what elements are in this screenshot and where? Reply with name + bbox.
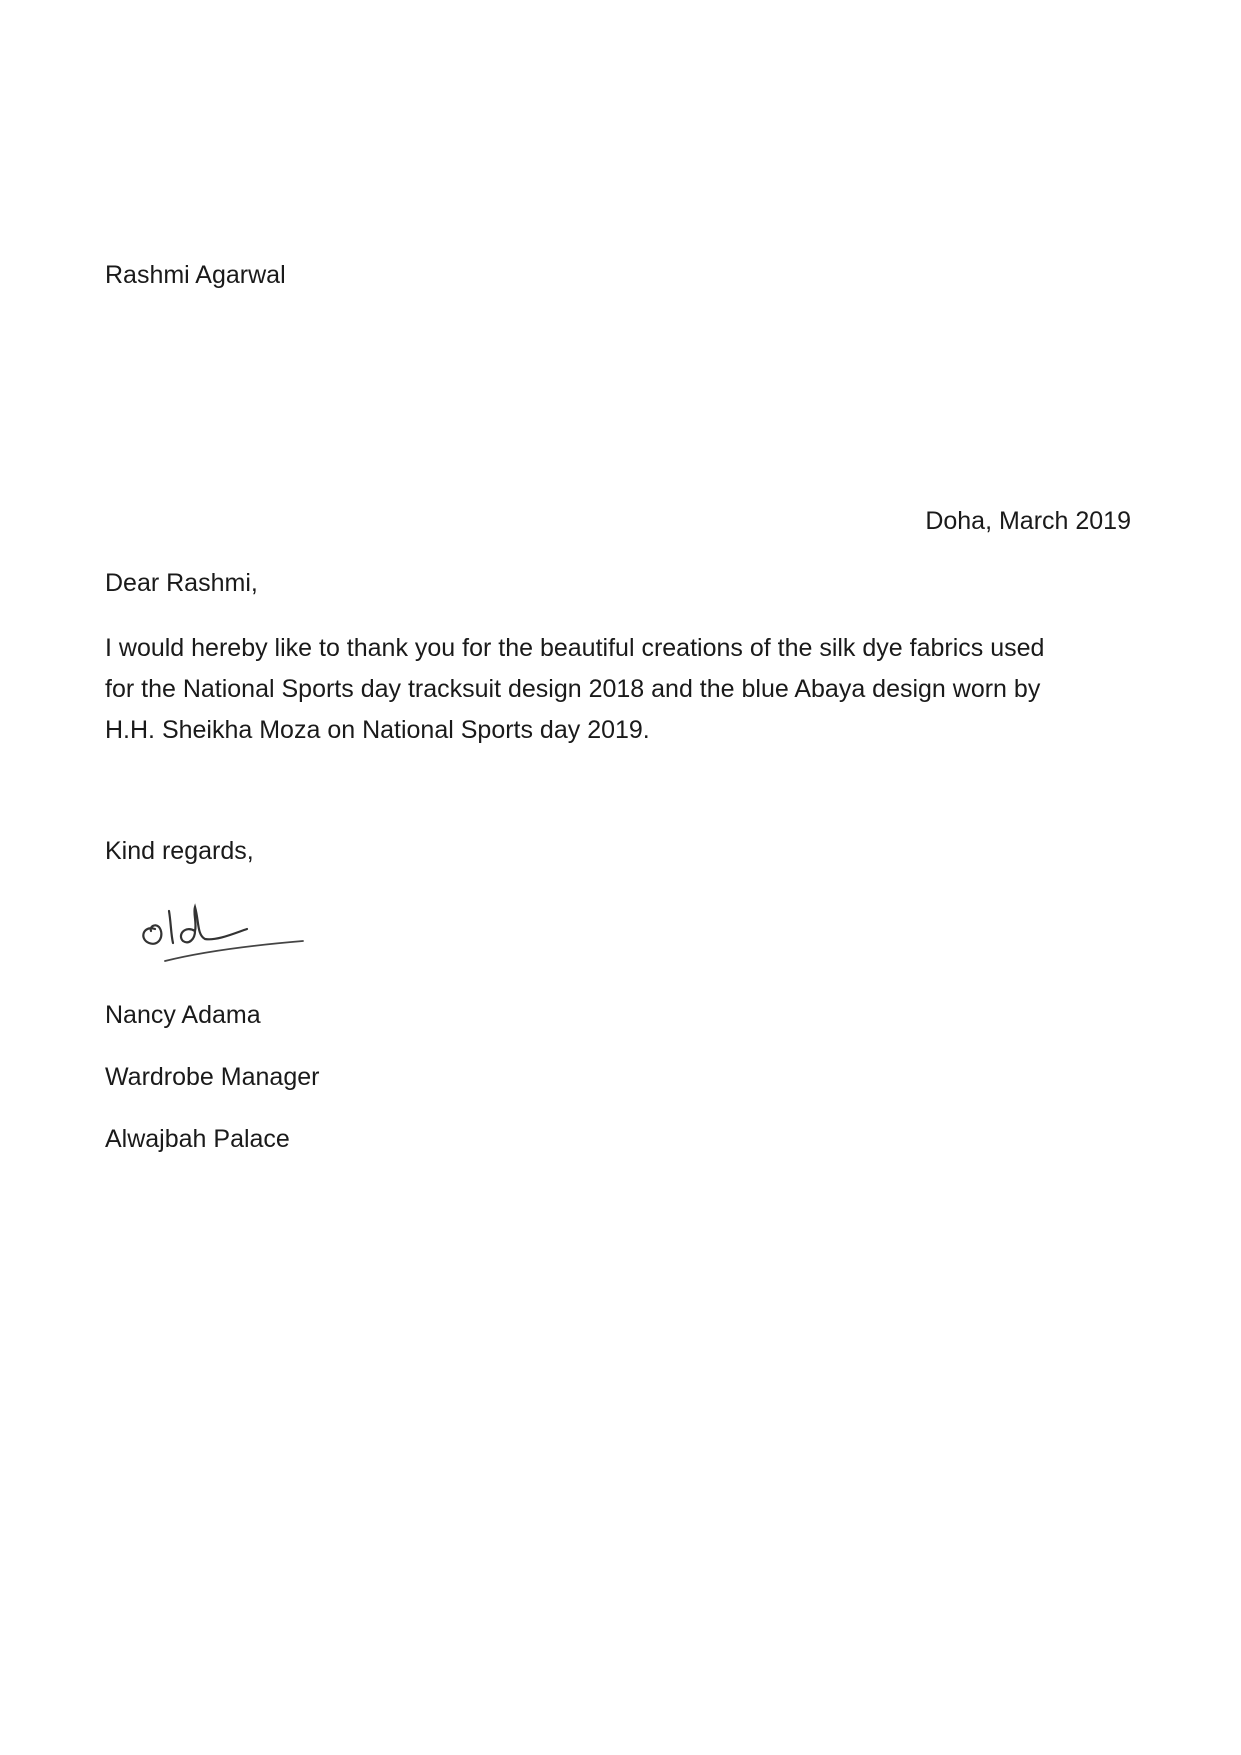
salutation: Dear Rashmi, [105,569,258,597]
place-date: Doha, March 2019 [925,507,1131,535]
body-line: for the National Sports day tracksuit design 2018 and the blue Abaya design worn by [105,675,1041,703]
body-line: H.H. Sheikha Moza on National Sports day 2019. [105,716,650,744]
closing: Kind regards, [105,837,254,865]
sender-title: Wardrobe Manager [105,1063,320,1091]
sender-organization: Alwajbah Palace [105,1125,290,1153]
signature-icon [135,895,305,965]
body-line: I would hereby like to thank you for the beautiful creations of the silk dye fabrics used [105,634,1045,662]
recipient-name: Rashmi Agarwal [105,261,286,289]
letter-body [105,628,1135,751]
sender-name: Nancy Adama [105,1001,261,1029]
